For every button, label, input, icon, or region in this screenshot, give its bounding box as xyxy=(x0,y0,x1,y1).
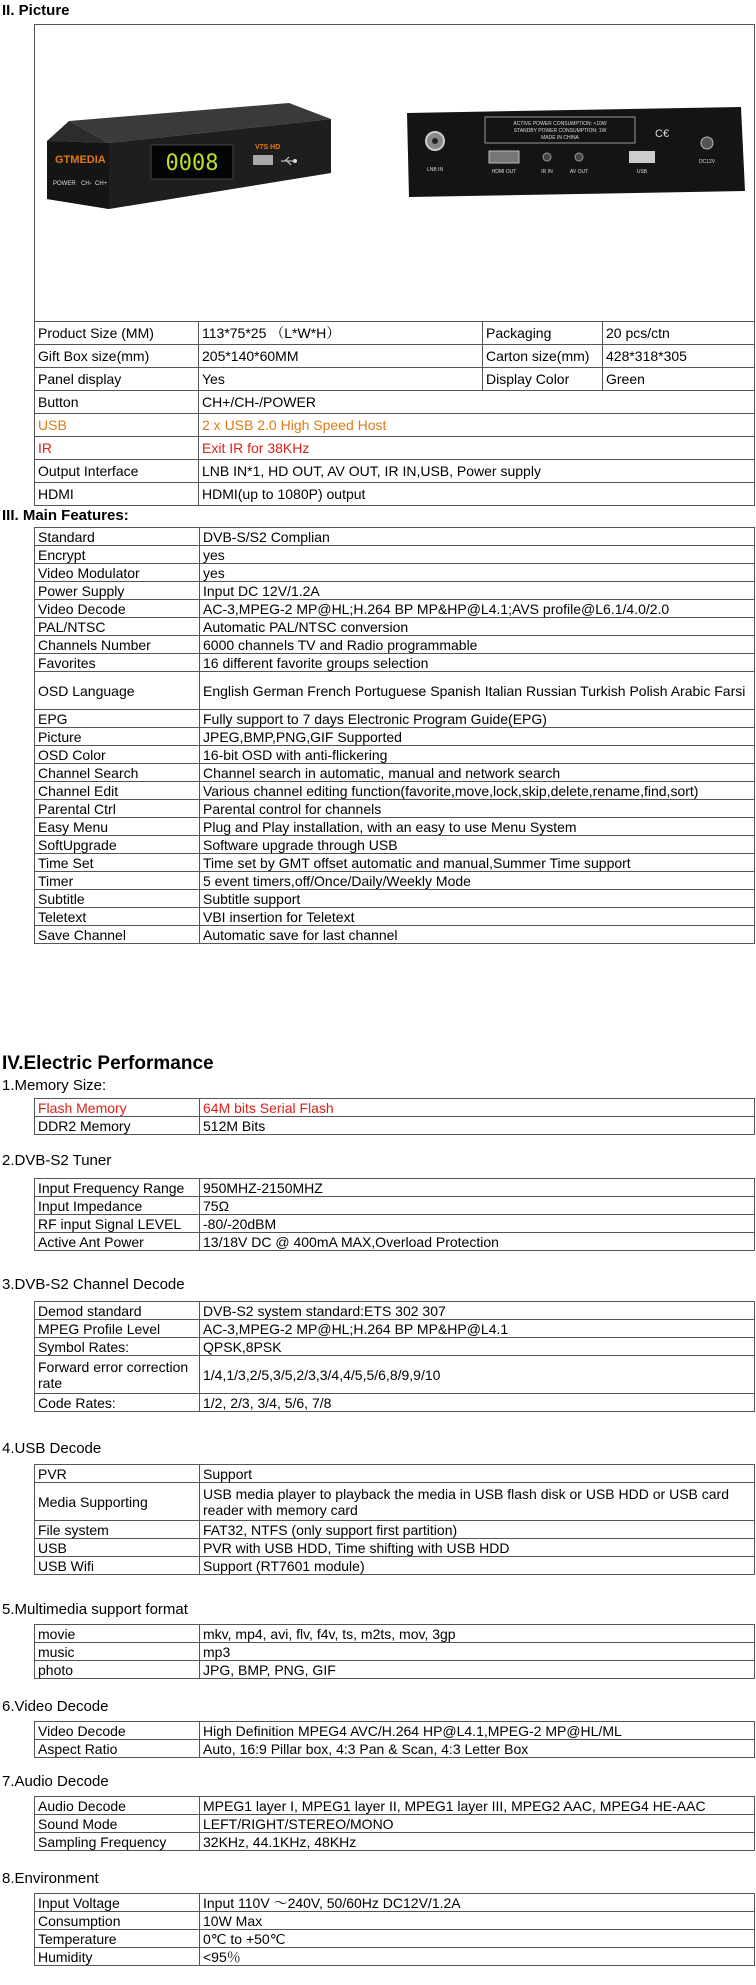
table-row xyxy=(35,391,755,414)
table-row xyxy=(35,564,755,582)
spec-key: RF input Signal LEVEL xyxy=(35,1215,200,1233)
spec-key: Standard xyxy=(35,528,200,546)
table-row xyxy=(35,1539,755,1557)
spec-key: USB xyxy=(35,1539,200,1557)
spec-value: HDMI(up to 1080P) output xyxy=(199,483,755,506)
table-row xyxy=(35,414,755,437)
spec-key: Power Supply xyxy=(35,582,200,600)
spec-value: Input 110V ～240V, 50/60Hz DC12V/1.2A xyxy=(200,1894,755,1912)
spec-value: English German French Portuguese Spanish Italian Russian Turkish Polish Arabic Farsi xyxy=(200,672,755,710)
table-row xyxy=(35,636,755,654)
spec-value: 64M bits Serial Flash xyxy=(200,1099,755,1117)
spec-key: Code Rates: xyxy=(35,1394,200,1412)
back-text-standby-power: STANDBY POWER CONSUMPTION: 1W xyxy=(513,128,607,134)
spec-value: CH+/CH-/POWER xyxy=(199,391,755,414)
subsection-title-usb-decode: 4.USB Decode xyxy=(2,1440,102,1457)
spec-value: Automatic PAL/NTSC conversion xyxy=(200,618,755,636)
front-label-ch-plus: CH+ xyxy=(95,181,108,187)
table-row xyxy=(35,1179,755,1197)
front-brand: GTMEDIA xyxy=(55,154,106,166)
spec-key: Input Voltage xyxy=(35,1894,200,1912)
features-table xyxy=(34,527,755,944)
spec-value: yes xyxy=(200,564,755,582)
spec-value: Green xyxy=(603,368,755,391)
subsection-title-audio-decode: 7.Audio Decode xyxy=(2,1773,109,1790)
spec-key: SoftUpgrade xyxy=(35,836,200,854)
spec-key: Gift Box size(mm) xyxy=(35,345,199,368)
table-row xyxy=(35,1521,755,1539)
spec-key: USB xyxy=(35,414,199,437)
spec-key: Sound Mode xyxy=(35,1815,200,1833)
table-row xyxy=(35,1661,755,1679)
spec-value: Support xyxy=(200,1465,755,1483)
product-picture-box xyxy=(34,24,755,322)
spec-key: Aspect Ratio xyxy=(35,1740,200,1758)
tuner-table xyxy=(34,1178,755,1251)
table-row xyxy=(35,1117,755,1135)
ce-mark-icon: C€ xyxy=(655,128,670,140)
subsection-title-channel-decode: 3.DVB-S2 Channel Decode xyxy=(2,1276,185,1293)
spec-value: VBI insertion for Teletext xyxy=(200,908,755,926)
table-row xyxy=(35,1894,755,1912)
spec-value: Fully support to 7 days Electronic Program Guide(EPG) xyxy=(200,710,755,728)
table-row xyxy=(35,854,755,872)
channel-decode-table xyxy=(34,1301,755,1412)
table-row xyxy=(35,1465,755,1483)
spec-value: LNB IN*1, HD OUT, AV OUT, IR IN,USB, Power supply xyxy=(199,460,755,483)
table-row xyxy=(35,1643,755,1661)
spec-key: Output Interface xyxy=(35,460,199,483)
spec-value: 205*140*60MM xyxy=(199,345,483,368)
spec-key: Temperature xyxy=(35,1930,200,1948)
front-label-power: POWER xyxy=(53,181,76,187)
spec-key: File system xyxy=(35,1521,200,1539)
spec-key: Easy Menu xyxy=(35,818,200,836)
table-row xyxy=(35,1356,755,1394)
section-title-features: III. Main Features: xyxy=(2,507,129,524)
table-row xyxy=(35,1099,755,1117)
table-row xyxy=(35,908,755,926)
table-row xyxy=(35,782,755,800)
section-title-electric: IV.Electric Performance xyxy=(2,1053,214,1074)
back-port-hdmi-out: HDMI OUT xyxy=(491,169,517,175)
spec-key: movie xyxy=(35,1625,200,1643)
table-row xyxy=(35,1625,755,1643)
spec-key: Symbol Rates: xyxy=(35,1338,200,1356)
spec-value: Subtitle support xyxy=(200,890,755,908)
spec-key: Input Impedance xyxy=(35,1197,200,1215)
back-port-lnb-in: LNB IN xyxy=(426,167,444,173)
spec-value: Time set by GMT offset automatic and manual,Summer Time support xyxy=(200,854,755,872)
spec-key: Humidity xyxy=(35,1948,200,1966)
spec-key: OSD Language xyxy=(35,672,200,710)
spec-value: LEFT/RIGHT/STEREO/MONO xyxy=(200,1815,755,1833)
back-port-ir-in: IR IN xyxy=(541,169,553,175)
spec-key: EPG xyxy=(35,710,200,728)
spec-key: Demod standard xyxy=(35,1302,200,1320)
spec-value: FAT32, NTFS (only support first partition) xyxy=(200,1521,755,1539)
receiver-front-image xyxy=(39,81,339,241)
spec-value: 428*318*305 xyxy=(603,345,755,368)
table-row xyxy=(35,710,755,728)
table-row xyxy=(35,483,755,506)
spec-key: Video Modulator xyxy=(35,564,200,582)
spec-key: Product Size (MM) xyxy=(35,322,199,345)
spec-value: JPEG,BMP,PNG,GIF Supported xyxy=(200,728,755,746)
spec-value: 13/18V DC @ 400mA MAX,Overload Protection xyxy=(200,1233,755,1251)
table-row xyxy=(35,1740,755,1758)
table-row xyxy=(35,618,755,636)
spec-key: Channel Search xyxy=(35,764,200,782)
video-decode-table xyxy=(34,1721,755,1758)
table-row xyxy=(35,1233,755,1251)
table-row xyxy=(35,1197,755,1215)
spec-key: Video Decode xyxy=(35,1722,200,1740)
subsection-title-multimedia: 5.Multimedia support format xyxy=(2,1601,188,1618)
spec-key: Time Set xyxy=(35,854,200,872)
spec-value: AC-3,MPEG-2 MP@HL;H.264 BP MP&HP@L4.1;AVS profile@L6.1/4.0/2.0 xyxy=(200,600,755,618)
spec-value: Auto, 16:9 Pillar box, 4:3 Pan & Scan, 4:3 Letter Box xyxy=(200,1740,755,1758)
table-row xyxy=(35,546,755,564)
table-row xyxy=(35,672,755,710)
spec-key: Audio Decode xyxy=(35,1797,200,1815)
spec-value: High Definition MPEG4 AVC/H.264 HP@L4.1,MPEG-2 MP@HL/ML xyxy=(200,1722,755,1740)
spec-value: JPG, BMP, PNG, GIF xyxy=(200,1661,755,1679)
table-row xyxy=(35,1948,755,1966)
spec-value: 2 x USB 2.0 High Speed Host xyxy=(199,414,755,437)
spec-value: -80/-20dBM xyxy=(200,1215,755,1233)
back-text-active-power: ACTIVE POWER CONSUMPTION: <10W xyxy=(513,121,607,127)
spec-key: OSD Color xyxy=(35,746,200,764)
spec-value: Channel search in automatic, manual and network search xyxy=(200,764,755,782)
spec-key: Timer xyxy=(35,872,200,890)
table-row xyxy=(35,345,755,368)
table-row xyxy=(35,460,755,483)
spec-key: Save Channel xyxy=(35,926,200,944)
spec-key: Channel Edit xyxy=(35,782,200,800)
table-row xyxy=(35,528,755,546)
spec-key: Parental Ctrl xyxy=(35,800,200,818)
spec-key: Media Supporting xyxy=(35,1483,200,1521)
table-row xyxy=(35,872,755,890)
spec-key: Packaging xyxy=(483,322,603,345)
spec-key: Display Color xyxy=(483,368,603,391)
table-row xyxy=(35,1815,755,1833)
spec-key: Button xyxy=(35,391,199,414)
table-row xyxy=(35,1912,755,1930)
spec-value: 16 different favorite groups selection xyxy=(200,654,755,672)
spec-value: Exit IR for 38KHz xyxy=(199,437,755,460)
table-row xyxy=(35,1930,755,1948)
spec-value: 75Ω xyxy=(200,1197,755,1215)
spec-value: Automatic save for last channel xyxy=(200,926,755,944)
section-title-picture: II. Picture xyxy=(2,2,70,19)
table-row xyxy=(35,926,755,944)
spec-value: Parental control for channels xyxy=(200,800,755,818)
table-row xyxy=(35,746,755,764)
back-text-made-in: MADE IN CHINA xyxy=(541,135,579,141)
spec-key: Subtitle xyxy=(35,890,200,908)
spec-key: Encrypt xyxy=(35,546,200,564)
table-row xyxy=(35,800,755,818)
spec-value: 20 pcs/ctn xyxy=(603,322,755,345)
front-display-digits: 0008 xyxy=(165,151,219,176)
back-port-av-out: AV OUT xyxy=(569,169,589,175)
multimedia-table xyxy=(34,1624,755,1679)
spec-value: 5 event timers,off/Once/Daily/Weekly Mode xyxy=(200,872,755,890)
spec-key: PVR xyxy=(35,1465,200,1483)
table-row xyxy=(35,1833,755,1851)
spec-value: PVR with USB HDD, Time shifting with USB HDD xyxy=(200,1539,755,1557)
back-port-usb: USB xyxy=(636,169,648,175)
spec-key: Carton size(mm) xyxy=(483,345,603,368)
table-row xyxy=(35,764,755,782)
table-row xyxy=(35,1797,755,1815)
spec-key: DDR2 Memory xyxy=(35,1117,200,1135)
spec-value: 32KHz, 44.1KHz, 48KHz xyxy=(200,1833,755,1851)
spec-value: 950MHZ-2150MHZ xyxy=(200,1179,755,1197)
subsection-title-tuner: 2.DVB-S2 Tuner xyxy=(2,1152,112,1169)
spec-value: DVB-S/S2 Complian xyxy=(200,528,755,546)
table-row xyxy=(35,818,755,836)
spec-value: USB media player to playback the media in USB flash disk or USB HDD or USB card reader with memory card xyxy=(200,1483,755,1521)
subsection-title-video-decode: 6.Video Decode xyxy=(2,1698,109,1715)
table-row xyxy=(35,836,755,854)
spec-value: 16-bit OSD with anti-flickering xyxy=(200,746,755,764)
front-label-ch-minus: CH- xyxy=(81,181,92,187)
spec-value: Input DC 12V/1.2A xyxy=(200,582,755,600)
audio-decode-table xyxy=(34,1796,755,1851)
spec-key: Channels Number xyxy=(35,636,200,654)
table-row xyxy=(35,437,755,460)
spec-value: 1/4,1/3,2/5,3/5,2/3,3/4,4/5,5/6,8/9,9/10 xyxy=(200,1356,755,1394)
spec-value: MPEG1 layer I, MPEG1 layer II, MPEG1 layer III, MPEG2 AAC, MPEG4 HE-AAC xyxy=(200,1797,755,1815)
spec-value: 512M Bits xyxy=(200,1117,755,1135)
subsection-title-environment: 8.Environment xyxy=(2,1870,99,1887)
table-row xyxy=(35,322,755,345)
table-row xyxy=(35,728,755,746)
receiver-back-image xyxy=(407,107,747,197)
spec-key: Consumption xyxy=(35,1912,200,1930)
usb-decode-table xyxy=(34,1464,755,1575)
environment-table xyxy=(34,1893,755,1966)
spec-value: 113*75*25 （L*W*H） xyxy=(199,322,483,345)
spec-value: Plug and Play installation, with an easy to use Menu System xyxy=(200,818,755,836)
spec-value: 0℃ to +50℃ xyxy=(200,1930,755,1948)
spec-value: 10W Max xyxy=(200,1912,755,1930)
spec-value: AC-3,MPEG-2 MP@HL;H.264 BP MP&HP@L4.1 xyxy=(200,1320,755,1338)
memory-table xyxy=(34,1098,755,1135)
spec-value: <95％ xyxy=(200,1948,755,1966)
spec-value: Various channel editing function(favorite,move,lock,skip,delete,rename,find,sort) xyxy=(200,782,755,800)
spec-value: Yes xyxy=(199,368,483,391)
spec-value: QPSK,8PSK xyxy=(200,1338,755,1356)
table-row xyxy=(35,1215,755,1233)
spec-value: mkv, mp4, avi, flv, f4v, ts, m2ts, mov, 3gp xyxy=(200,1625,755,1643)
subsection-title-memory: 1.Memory Size: xyxy=(2,1077,107,1094)
spec-key: Picture xyxy=(35,728,200,746)
spec-key: IR xyxy=(35,437,199,460)
table-row xyxy=(35,1302,755,1320)
spec-key: Video Decode xyxy=(35,600,200,618)
table-row xyxy=(35,1338,755,1356)
spec-key: Input Frequency Range xyxy=(35,1179,200,1197)
spec-key: Teletext xyxy=(35,908,200,926)
front-model: V7S HD xyxy=(255,144,281,151)
table-row xyxy=(35,368,755,391)
spec-key: MPEG Profile Level xyxy=(35,1320,200,1338)
table-row xyxy=(35,600,755,618)
spec-value: 6000 channels TV and Radio programmable xyxy=(200,636,755,654)
spec-value: yes xyxy=(200,546,755,564)
table-row xyxy=(35,1483,755,1521)
back-port-dc12v: DC12V xyxy=(698,159,716,165)
spec-key: PAL/NTSC xyxy=(35,618,200,636)
spec-key: music xyxy=(35,1643,200,1661)
table-row xyxy=(35,890,755,908)
spec-value: DVB-S2 system standard:ETS 302 307 xyxy=(200,1302,755,1320)
spec-key: HDMI xyxy=(35,483,199,506)
spec-key: photo xyxy=(35,1661,200,1679)
spec-value: 1/2, 2/3, 3/4, 5/6, 7/8 xyxy=(200,1394,755,1412)
spec-value: Software upgrade through USB xyxy=(200,836,755,854)
spec-value: Support (RT7601 module) xyxy=(200,1557,755,1575)
table-row xyxy=(35,654,755,672)
product-spec-table xyxy=(34,321,755,506)
spec-key: Panel display xyxy=(35,368,199,391)
spec-key: USB Wifi xyxy=(35,1557,200,1575)
table-row xyxy=(35,1722,755,1740)
spec-key: Flash Memory xyxy=(35,1099,200,1117)
spec-key: Forward error correction rate xyxy=(35,1356,200,1394)
table-row xyxy=(35,1557,755,1575)
table-row xyxy=(35,1394,755,1412)
spec-key: Sampling Frequency xyxy=(35,1833,200,1851)
spec-key: Active Ant Power xyxy=(35,1233,200,1251)
table-row xyxy=(35,1320,755,1338)
spec-value: mp3 xyxy=(200,1643,755,1661)
spec-key: Favorites xyxy=(35,654,200,672)
table-row xyxy=(35,582,755,600)
